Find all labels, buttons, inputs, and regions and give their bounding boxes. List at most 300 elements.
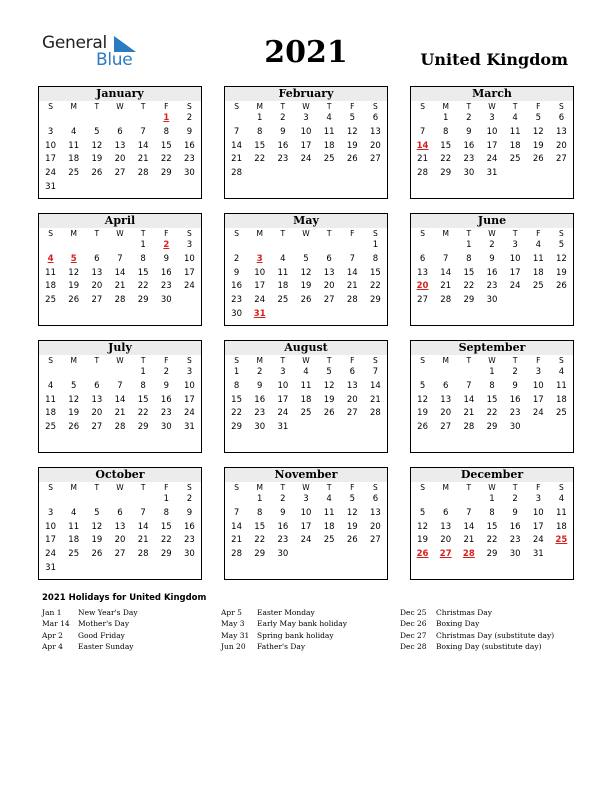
day-cell: 5 bbox=[94, 507, 100, 518]
day-cell: 10 bbox=[532, 380, 544, 391]
day-cell: 7 bbox=[466, 380, 472, 391]
day-cell: 8 bbox=[257, 507, 263, 518]
day-cell: 11 bbox=[68, 521, 80, 532]
day-cell: 18 bbox=[556, 394, 567, 405]
holiday-date: 5 bbox=[70, 253, 77, 264]
empty-day-cell bbox=[434, 493, 457, 507]
weekday-label: F bbox=[350, 356, 355, 365]
week-row bbox=[411, 167, 573, 181]
month-august bbox=[224, 340, 388, 453]
day-cell: 4 bbox=[558, 494, 565, 504]
day-cell: 8 bbox=[466, 253, 472, 264]
holiday-name: Boxing Day (substitute day) bbox=[436, 641, 542, 651]
day-cell: 10 bbox=[486, 126, 498, 137]
month-march bbox=[410, 86, 574, 199]
day-cell: 14 bbox=[440, 267, 452, 278]
day-cell: 13 bbox=[91, 394, 103, 405]
day-cell: 21 bbox=[417, 154, 428, 165]
day-cell: 11 bbox=[45, 267, 56, 278]
day-cell: 8 bbox=[140, 380, 146, 391]
holiday-date-label: May 31 bbox=[221, 630, 250, 640]
weekday-label: T bbox=[94, 483, 100, 492]
day-cell: 4 bbox=[558, 367, 565, 377]
week-row bbox=[411, 253, 573, 267]
weekday-label: S bbox=[420, 356, 425, 365]
day-cell: 26 bbox=[91, 168, 103, 179]
day-cell: 3 bbox=[489, 113, 495, 123]
weekday-label: F bbox=[164, 229, 169, 238]
weekday-header bbox=[39, 482, 201, 493]
holiday-name: Christmas Day (substitute day) bbox=[436, 630, 555, 640]
week-row bbox=[39, 112, 201, 126]
day-cell: 6 bbox=[419, 253, 426, 264]
day-cell: 16 bbox=[509, 394, 521, 405]
day-cell: 9 bbox=[466, 126, 472, 137]
weekday-label: T bbox=[280, 229, 286, 238]
day-cell: 16 bbox=[509, 521, 521, 532]
empty-day-cell bbox=[225, 493, 248, 507]
weekday-label: T bbox=[326, 483, 332, 492]
day-cell: 21 bbox=[137, 535, 149, 546]
day-cell: 26 bbox=[556, 281, 567, 292]
week-row bbox=[225, 112, 387, 126]
day-cell: 2 bbox=[257, 367, 263, 377]
holiday-name: Early May bank holiday bbox=[257, 619, 348, 629]
day-cell: 24 bbox=[184, 281, 195, 292]
week-row bbox=[39, 239, 201, 253]
day-cell: 18 bbox=[45, 408, 56, 419]
weekday-label: W bbox=[302, 356, 310, 365]
holiday-item bbox=[400, 630, 554, 641]
week-row bbox=[225, 394, 387, 408]
day-cell: 29 bbox=[254, 549, 266, 560]
day-cell: 8 bbox=[257, 126, 263, 137]
empty-day-cell bbox=[457, 493, 480, 507]
day-cell: 20 bbox=[440, 535, 452, 546]
weekday-label: S bbox=[48, 356, 53, 365]
day-cell: 22 bbox=[440, 154, 452, 165]
day-cell: 30 bbox=[160, 422, 172, 433]
day-cell: 22 bbox=[137, 408, 149, 419]
day-cell: 1 bbox=[140, 240, 146, 250]
empty-day-cell bbox=[108, 239, 131, 253]
day-cell: 18 bbox=[300, 394, 312, 405]
day-cell: 22 bbox=[254, 535, 266, 546]
day-cell: 28 bbox=[463, 422, 475, 433]
weekday-label: F bbox=[350, 102, 355, 111]
weekday-label: S bbox=[559, 229, 564, 238]
day-cell: 7 bbox=[443, 253, 449, 264]
day-cell: 3 bbox=[512, 240, 518, 250]
day-cell: 13 bbox=[346, 380, 358, 391]
day-cell: 17 bbox=[300, 140, 312, 151]
day-cell: 18 bbox=[556, 521, 567, 532]
weekday-label: W bbox=[302, 483, 310, 492]
weekday-label: W bbox=[488, 483, 496, 492]
holiday-column bbox=[221, 607, 347, 652]
weekday-label: T bbox=[466, 229, 472, 238]
day-cell: 13 bbox=[556, 126, 567, 137]
day-cell: 28 bbox=[137, 549, 149, 560]
day-cell: 10 bbox=[45, 140, 56, 151]
week-row bbox=[411, 380, 573, 394]
empty-day-cell bbox=[132, 562, 155, 576]
day-cell: 30 bbox=[231, 308, 242, 319]
day-cell: 22 bbox=[463, 281, 475, 292]
weekday-label: M bbox=[442, 483, 449, 492]
day-cell: 20 bbox=[91, 281, 103, 292]
day-cell: 29 bbox=[440, 168, 452, 179]
day-cell: 1 bbox=[257, 494, 263, 504]
week-row bbox=[39, 167, 201, 181]
day-cell: 10 bbox=[277, 380, 289, 391]
month-may bbox=[224, 213, 388, 326]
day-cell: 6 bbox=[443, 380, 449, 391]
holiday-date: 3 bbox=[256, 253, 263, 264]
weekday-label: T bbox=[280, 483, 286, 492]
day-cell: 25 bbox=[68, 549, 80, 560]
day-cell: 26 bbox=[68, 295, 80, 306]
day-cell: 24 bbox=[300, 154, 312, 165]
day-cell: 13 bbox=[91, 267, 103, 278]
holiday-item bbox=[221, 618, 347, 629]
empty-day-cell bbox=[504, 167, 527, 181]
weekday-label: W bbox=[488, 356, 496, 365]
day-cell: 13 bbox=[440, 394, 452, 405]
weekday-label: S bbox=[187, 356, 192, 365]
week-row bbox=[225, 167, 387, 181]
day-cell: 4 bbox=[71, 507, 77, 518]
day-cell: 26 bbox=[91, 549, 103, 560]
holidays-title: 2021 Holidays for United Kingdom bbox=[42, 593, 207, 603]
day-cell: 23 bbox=[184, 535, 195, 546]
empty-day-cell bbox=[132, 112, 155, 126]
day-cell: 17 bbox=[509, 267, 521, 278]
day-cell: 17 bbox=[532, 394, 544, 405]
weekday-label: W bbox=[116, 356, 124, 365]
day-cell: 22 bbox=[370, 281, 381, 292]
empty-day-cell bbox=[527, 294, 550, 308]
day-cell: 23 bbox=[231, 295, 242, 306]
weekday-label: M bbox=[256, 229, 263, 238]
day-cell: 29 bbox=[231, 422, 242, 433]
holiday-date: 27 bbox=[439, 549, 452, 560]
week-row bbox=[225, 126, 387, 140]
holiday-column bbox=[400, 607, 554, 652]
day-cell: 13 bbox=[370, 126, 381, 137]
week-row bbox=[39, 380, 201, 394]
day-cell: 21 bbox=[231, 535, 242, 546]
day-cell: 21 bbox=[440, 281, 452, 292]
day-cell: 26 bbox=[300, 295, 312, 306]
day-cell: 9 bbox=[280, 126, 286, 137]
holiday-name: New Year's Day bbox=[78, 608, 138, 617]
weekday-label: W bbox=[116, 102, 124, 111]
holiday-date: 26 bbox=[416, 549, 429, 560]
weekday-header bbox=[225, 482, 387, 493]
day-cell: 12 bbox=[68, 394, 80, 405]
empty-day-cell bbox=[411, 366, 434, 380]
day-cell: 23 bbox=[486, 281, 498, 292]
day-cell: 5 bbox=[558, 240, 565, 250]
day-cell: 16 bbox=[463, 140, 475, 151]
day-cell: 9 bbox=[186, 126, 193, 137]
day-cell: 18 bbox=[532, 267, 544, 278]
holiday-name: Spring bank holiday bbox=[257, 630, 334, 640]
day-cell: 30 bbox=[184, 168, 195, 179]
day-cell: 26 bbox=[417, 422, 428, 433]
empty-day-cell bbox=[364, 308, 387, 322]
month-july bbox=[38, 340, 202, 453]
day-cell: 15 bbox=[254, 140, 266, 151]
week-row bbox=[39, 267, 201, 281]
day-cell: 15 bbox=[137, 267, 149, 278]
month-november bbox=[224, 467, 388, 580]
day-cell: 15 bbox=[160, 521, 172, 532]
day-cell: 27 bbox=[346, 408, 358, 419]
day-cell: 15 bbox=[486, 521, 498, 532]
day-cell: 1 bbox=[489, 494, 495, 504]
weekday-label: S bbox=[48, 102, 53, 111]
day-cell: 13 bbox=[114, 521, 126, 532]
weekday-label: T bbox=[512, 102, 518, 111]
weekday-header bbox=[411, 101, 573, 112]
day-cell: 10 bbox=[184, 253, 195, 264]
day-cell: 21 bbox=[463, 535, 475, 546]
month-september bbox=[410, 340, 574, 453]
week-row bbox=[225, 308, 387, 322]
day-cell: 14 bbox=[114, 267, 126, 278]
day-cell: 4 bbox=[326, 494, 332, 504]
empty-day-cell bbox=[364, 167, 387, 181]
empty-day-cell bbox=[39, 493, 62, 507]
day-cell: 31 bbox=[532, 549, 544, 560]
weekday-label: T bbox=[140, 483, 146, 492]
day-cell: 25 bbox=[45, 295, 56, 306]
empty-day-cell bbox=[550, 548, 573, 562]
holiday-name: Boxing Day bbox=[436, 619, 480, 629]
day-cell: 26 bbox=[346, 535, 358, 546]
weekday-label: S bbox=[234, 229, 239, 238]
weekday-label: S bbox=[234, 483, 239, 492]
month-april bbox=[38, 213, 202, 326]
day-cell: 20 bbox=[370, 140, 381, 151]
week-row bbox=[39, 181, 201, 195]
day-cell: 18 bbox=[323, 140, 335, 151]
day-cell: 12 bbox=[556, 253, 567, 264]
day-cell: 30 bbox=[160, 295, 172, 306]
day-cell: 19 bbox=[346, 521, 358, 532]
day-cell: 23 bbox=[509, 408, 521, 419]
day-cell: 22 bbox=[160, 154, 172, 165]
empty-day-cell bbox=[108, 493, 131, 507]
day-cell: 22 bbox=[137, 281, 149, 292]
weekday-label: T bbox=[140, 356, 146, 365]
empty-day-cell bbox=[364, 548, 387, 562]
week-row bbox=[411, 153, 573, 167]
day-cell: 29 bbox=[463, 295, 475, 306]
holiday-item bbox=[400, 641, 554, 652]
empty-day-cell bbox=[85, 562, 108, 576]
holiday-date: 2 bbox=[163, 240, 170, 250]
empty-day-cell bbox=[318, 308, 341, 322]
weekday-header bbox=[39, 101, 201, 112]
day-cell: 28 bbox=[137, 168, 149, 179]
empty-day-cell bbox=[550, 294, 573, 308]
day-cell: 9 bbox=[163, 380, 169, 391]
holiday-date: 4 bbox=[47, 253, 54, 264]
weekday-label: S bbox=[234, 356, 239, 365]
day-cell: 3 bbox=[186, 367, 193, 377]
month-name: May bbox=[225, 214, 387, 228]
day-cell: 30 bbox=[463, 168, 475, 179]
weekday-label: M bbox=[256, 102, 263, 111]
day-cell: 2 bbox=[280, 494, 286, 504]
day-cell: 22 bbox=[160, 535, 172, 546]
day-cell: 8 bbox=[163, 507, 169, 518]
day-cell: 16 bbox=[231, 281, 242, 292]
day-cell: 25 bbox=[532, 281, 544, 292]
day-cell: 13 bbox=[114, 140, 126, 151]
week-row bbox=[39, 280, 201, 294]
holiday-date-label: Apr 5 bbox=[221, 608, 242, 617]
day-cell: 9 bbox=[257, 380, 263, 391]
weekday-label: M bbox=[70, 229, 77, 238]
weekday-label: M bbox=[442, 229, 449, 238]
holiday-name: Mother's Day bbox=[78, 619, 130, 629]
empty-day-cell bbox=[341, 167, 364, 181]
day-cell: 24 bbox=[45, 549, 56, 560]
brand-word-blue: Blue bbox=[96, 50, 133, 70]
weekday-label: M bbox=[442, 102, 449, 111]
holiday-name: Good Friday bbox=[78, 630, 125, 640]
empty-day-cell bbox=[294, 239, 317, 253]
day-cell: 31 bbox=[277, 422, 289, 433]
day-cell: 28 bbox=[370, 408, 381, 419]
week-row bbox=[411, 407, 573, 421]
empty-day-cell bbox=[411, 112, 434, 126]
day-cell: 17 bbox=[300, 521, 312, 532]
day-cell: 21 bbox=[137, 154, 149, 165]
day-cell: 25 bbox=[556, 408, 567, 419]
day-cell: 19 bbox=[91, 535, 103, 546]
holiday-date: 14 bbox=[416, 140, 429, 151]
weekday-label: M bbox=[442, 356, 449, 365]
day-cell: 14 bbox=[463, 394, 475, 405]
week-row bbox=[411, 280, 573, 294]
day-cell: 28 bbox=[440, 295, 452, 306]
weekday-label: S bbox=[187, 483, 192, 492]
country-title: United Kingdom bbox=[420, 50, 568, 69]
day-cell: 28 bbox=[231, 168, 242, 179]
day-cell: 1 bbox=[257, 113, 263, 123]
week-row bbox=[39, 562, 201, 576]
day-cell: 3 bbox=[303, 113, 309, 123]
week-row bbox=[39, 548, 201, 562]
day-cell: 5 bbox=[419, 380, 426, 391]
day-cell: 24 bbox=[277, 408, 289, 419]
weekday-label: T bbox=[94, 356, 100, 365]
month-name: July bbox=[39, 341, 201, 355]
month-name: September bbox=[411, 341, 573, 355]
day-cell: 12 bbox=[91, 521, 103, 532]
day-cell: 29 bbox=[370, 295, 381, 306]
day-cell: 30 bbox=[184, 549, 195, 560]
day-cell: 12 bbox=[346, 507, 358, 518]
holiday-name: Christmas Day bbox=[436, 608, 492, 617]
day-cell: 3 bbox=[47, 126, 54, 137]
weekday-label: W bbox=[488, 229, 496, 238]
day-cell: 3 bbox=[535, 367, 541, 377]
day-cell: 22 bbox=[254, 154, 266, 165]
week-row bbox=[225, 153, 387, 167]
weekday-label: S bbox=[559, 102, 564, 111]
weekday-label: W bbox=[302, 102, 310, 111]
empty-day-cell bbox=[225, 239, 248, 253]
holiday-date-label: May 3 bbox=[221, 619, 245, 629]
day-cell: 20 bbox=[91, 408, 103, 419]
weekday-label: M bbox=[256, 483, 263, 492]
holiday-name: Easter Sunday bbox=[78, 641, 134, 651]
day-cell: 1 bbox=[140, 367, 146, 377]
day-cell: 8 bbox=[163, 126, 169, 137]
week-row bbox=[411, 126, 573, 140]
day-cell: 20 bbox=[323, 281, 335, 292]
empty-day-cell bbox=[85, 181, 108, 195]
day-cell: 19 bbox=[346, 140, 358, 151]
year-title: 2021 bbox=[264, 35, 348, 70]
day-cell: 20 bbox=[440, 408, 452, 419]
day-cell: 8 bbox=[233, 380, 240, 391]
day-cell: 8 bbox=[489, 507, 495, 518]
day-cell: 5 bbox=[419, 507, 426, 518]
day-cell: 25 bbox=[277, 295, 289, 306]
day-cell: 15 bbox=[463, 267, 475, 278]
holiday-date: 20 bbox=[416, 281, 429, 292]
holiday-item bbox=[42, 641, 138, 652]
holiday-date: 25 bbox=[555, 535, 568, 546]
holiday-date-label: Apr 4 bbox=[42, 641, 63, 651]
weekday-header bbox=[39, 355, 201, 366]
weekday-label: S bbox=[187, 102, 192, 111]
day-cell: 21 bbox=[114, 408, 126, 419]
day-cell: 7 bbox=[233, 507, 240, 518]
weekday-label: T bbox=[140, 102, 146, 111]
weekday-label: S bbox=[48, 483, 53, 492]
week-row bbox=[225, 366, 387, 380]
week-row bbox=[39, 294, 201, 308]
day-cell: 23 bbox=[254, 408, 266, 419]
day-cell: 9 bbox=[512, 507, 518, 518]
weekday-label: S bbox=[48, 229, 53, 238]
week-row bbox=[225, 280, 387, 294]
empty-day-cell bbox=[318, 167, 341, 181]
empty-day-cell bbox=[294, 548, 317, 562]
day-cell: 12 bbox=[417, 521, 428, 532]
day-cell: 27 bbox=[556, 154, 567, 165]
week-row bbox=[39, 253, 201, 267]
day-cell: 19 bbox=[532, 140, 544, 151]
day-cell: 23 bbox=[184, 154, 195, 165]
day-cell: 17 bbox=[45, 154, 56, 165]
day-cell: 18 bbox=[509, 140, 521, 151]
day-cell: 27 bbox=[370, 154, 381, 165]
day-cell: 20 bbox=[370, 521, 381, 532]
empty-day-cell bbox=[85, 239, 108, 253]
day-cell: 16 bbox=[184, 140, 195, 151]
week-row bbox=[225, 407, 387, 421]
day-cell: 2 bbox=[489, 240, 495, 250]
